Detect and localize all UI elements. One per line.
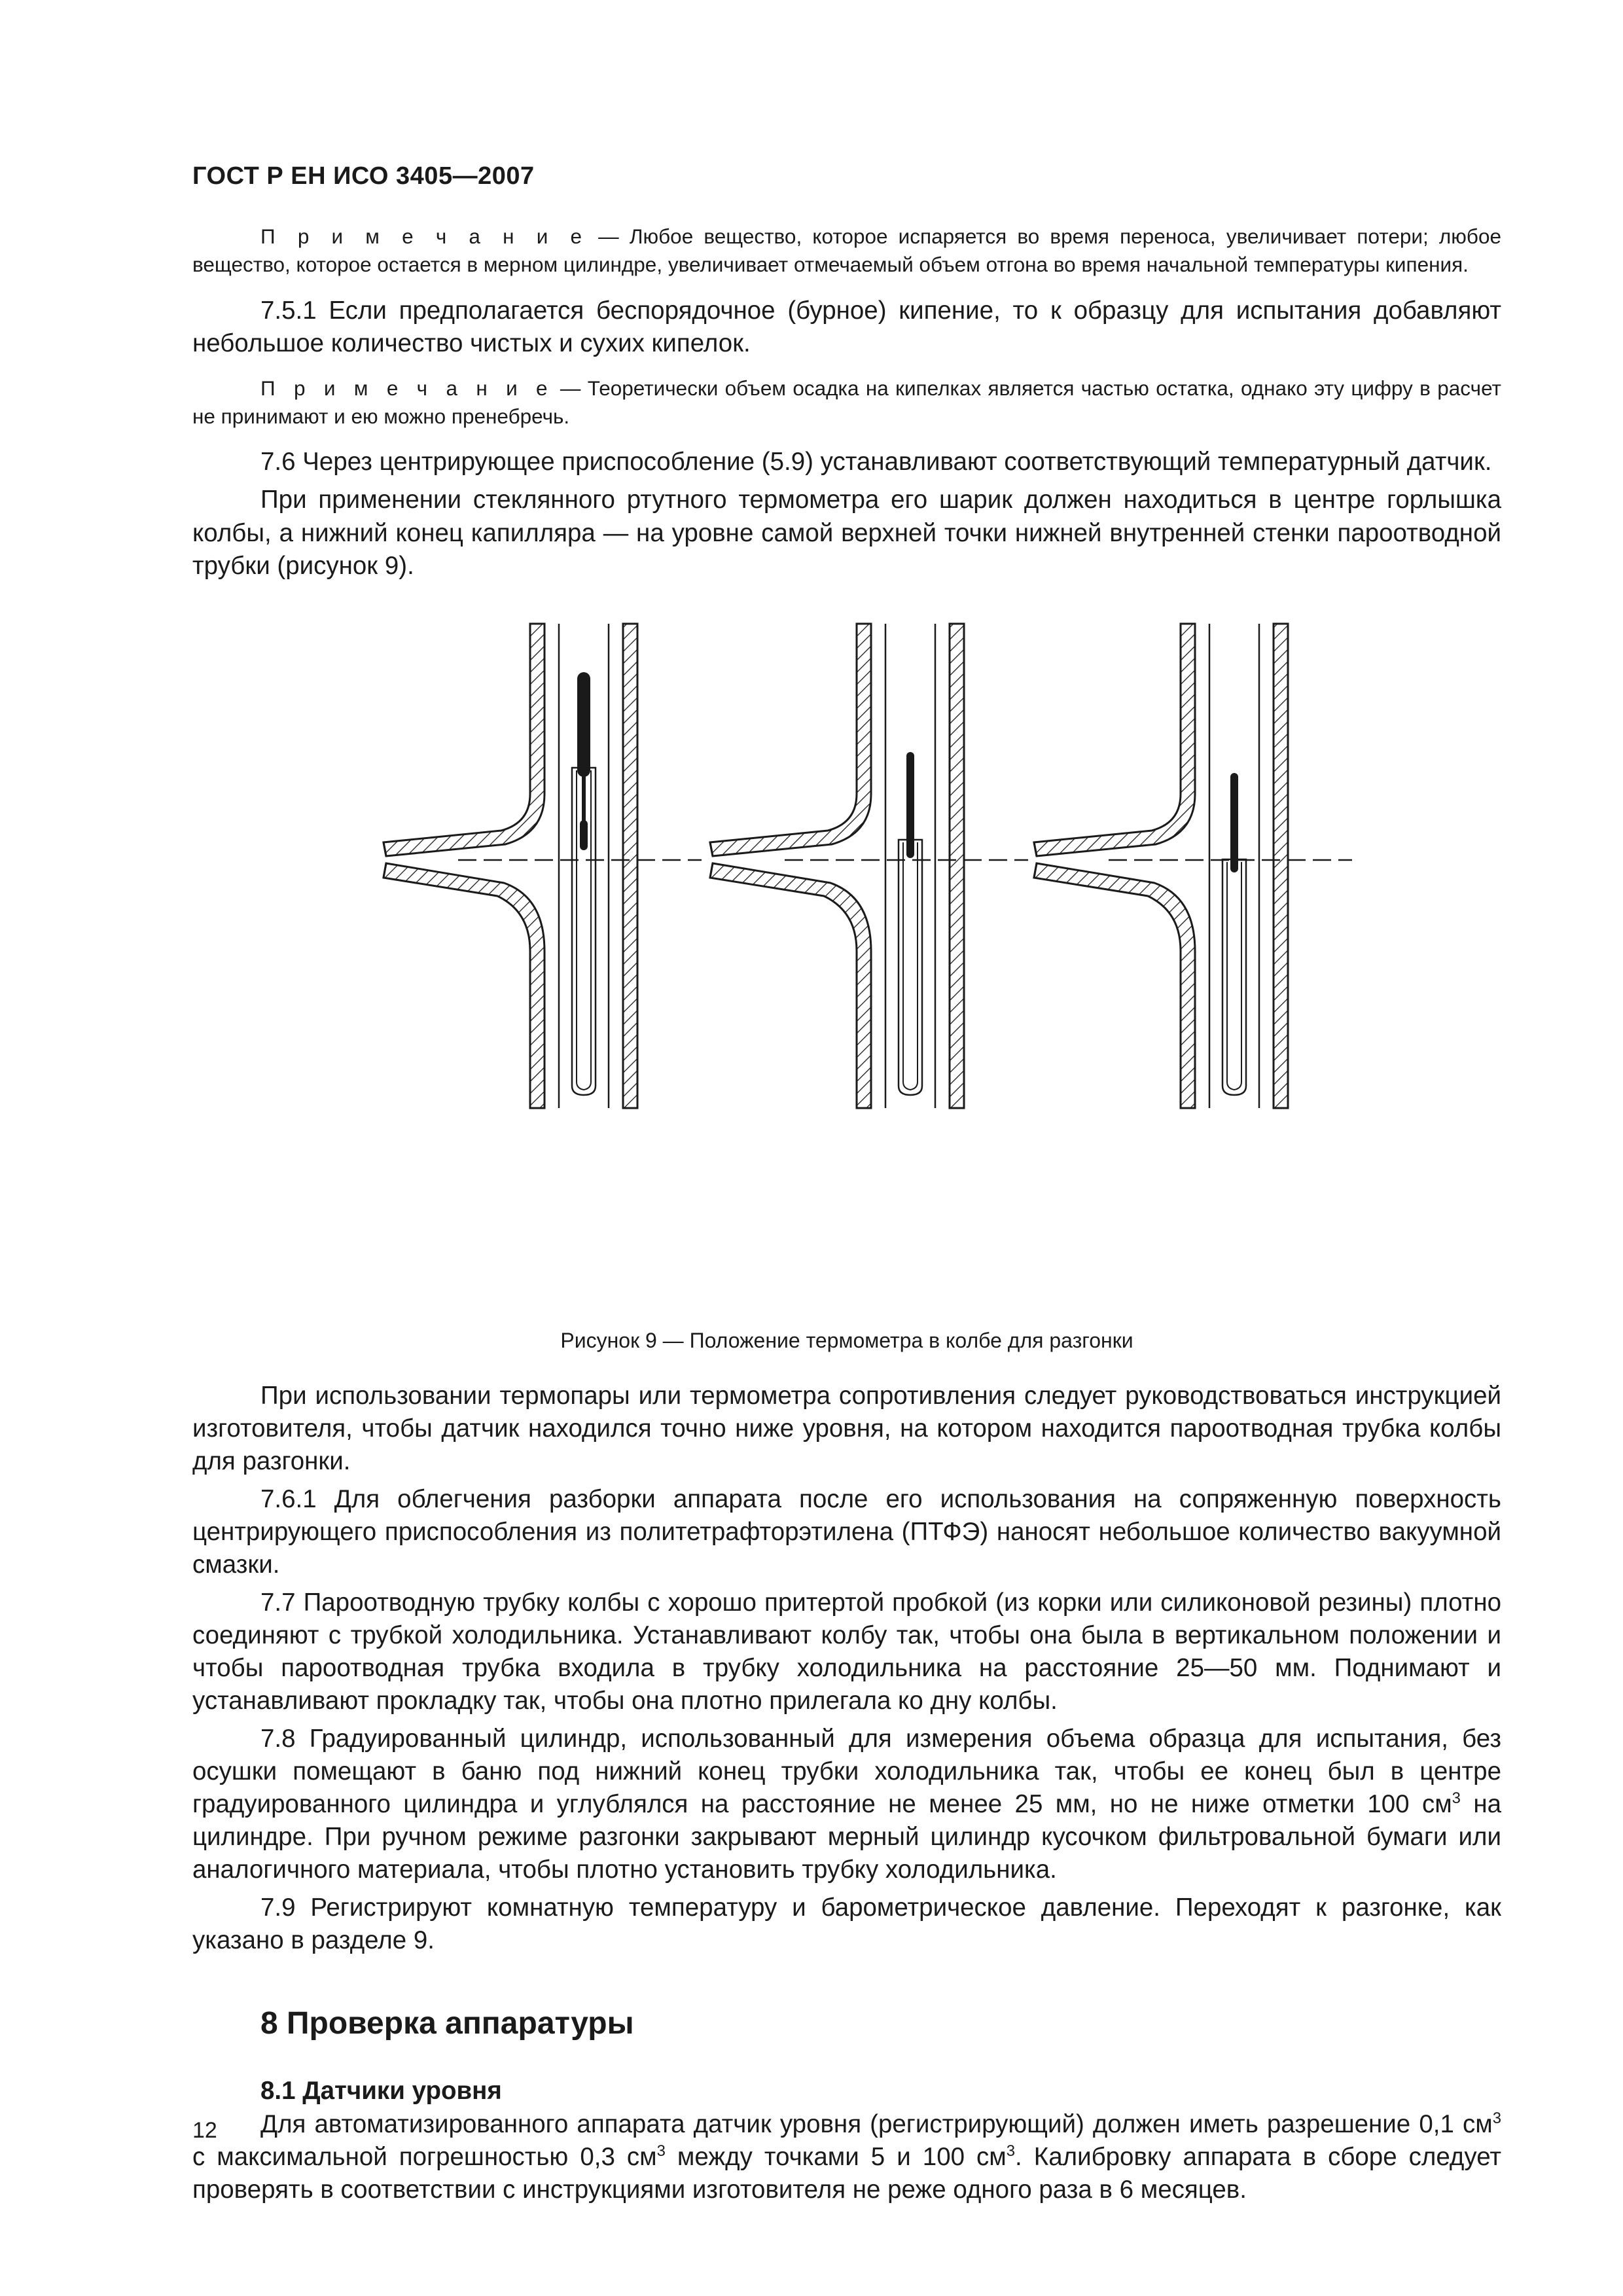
paragraph-7-6-1: 7.6.1 Для облегчения разборки аппарата после его использования на сопряженную поверхность центрирующего приспособления из политетрафторэтилена (ПТФЭ) наносят небольшое количество вакуумной смазки. [192, 1484, 1501, 1579]
section-8-title: 8 Проверка аппаратуры [260, 2006, 634, 2041]
paragraph-8-1 [192, 2108, 1501, 2206]
paragraph-7-8-part-1: 7.8 Градуированный цилиндр, использованный для измерения объема образца для испытания, без осушки помещают в баню под нижний конец трубки холодильника так, чтобы ее конец был в центре градуированного цилиндра и углублялся на расстояние не менее 25 мм, но не ниже отметки 100 см [192, 1725, 1501, 1819]
flask-neck-thermometer-too-high [383, 624, 702, 1108]
flask-neck-thermometer-too-low [1034, 624, 1352, 1108]
subsection-8-1-title: 8.1 Датчики уровня [260, 2077, 502, 2106]
thermometer-bulb [577, 672, 590, 777]
paragraph-8-1-part-b: с максимальной погрешностью 0,3 см [192, 2143, 657, 2172]
superscript: 3 [656, 2142, 666, 2161]
flask-neck-thermometer-correct [710, 624, 1028, 1108]
paragraph-8-1-part-c: между точками 5 и 100 см [665, 2143, 1007, 2172]
standard-code-header: ГОСТ Р ЕН ИСО 3405—2007 [192, 162, 535, 190]
page-content [192, 223, 1501, 2207]
paragraph-7-5-1: 7.5.1 Если предполагается беспорядочное (бурное) кипение, то к образцу для испытания добавляют небольшое количество чистых и сухих кипелок. [192, 296, 1501, 357]
paragraph-7-6: 7.6 Через центрирующее приспособление (5.9) устанавливают соответствующий температурный датчик. [260, 448, 1492, 476]
paragraph-7-7: 7.7 Пароотводную трубку колбы с хорошо притертой пробкой (из корки или силиконовой резины) плотно соединяют с трубкой холодильника. Устанавливают колбу так, чтобы она была в вертикальном положении и чтобы пароотводная трубка входила в трубку холодильника на расстояние 25—50 мм. Поднимают и устанавливают прокладку так, чтобы она плотно прилегала ко дну колбы. [192, 1588, 1501, 1715]
thermometer-bulb [1230, 773, 1238, 872]
note-1-text: — Любое вещество, которое испаряется во время переноса, увеличивает потери; любое вещество, которое остается в мерном цилиндре, увеличивает отмечаемый объем отгона во время начальной температуры кипения. [192, 224, 1501, 276]
paragraph-8-1-part-a: Для автоматизированного аппарата датчик уровня (регистрирующий) должен иметь разрешение 0,1 см [260, 2110, 1493, 2139]
paragraph-after-figure: При использовании термопары или термометра сопротивления следует руководствоваться инструкцией изготовителя, чтобы датчик находился точно ниже уровня, на котором находится пароотводная трубка колбы для разгонки. [192, 1381, 1501, 1475]
superscript: 3 [1006, 2142, 1016, 2161]
paragraph-7-9: 7.9 Регистрируют комнатную температуру и барометрическое давление. Переходят к разгонке, как указано в разделе 9. [192, 1893, 1501, 1955]
figure-caption: Рисунок 9 — Положение термометра в колбе для разгонки [560, 1328, 1133, 1352]
note-2-text: — Теоретически объем осадка на кипелках является частью остатка, однако эту цифру в расчет не принимают и ею можно пренебречь. [192, 376, 1501, 428]
paragraph-7-8-part-2: на цилиндре. При ручном режиме разгонки закрывают мерный цилиндр кусочком фильтровальной бумаги или аналогичного материала, чтобы плотно установить трубку холодильника. [192, 1790, 1501, 1884]
paragraph-8-1-part-d: . Калибровку аппарата в сборе следует проверять в соответствии с инструкциями изготовителя не реже одного раза в 6 месяцев. [192, 2143, 1501, 2204]
superscript: 3 [1492, 2109, 1501, 2128]
note-label: П р и м е ч а н и е [260, 224, 588, 248]
note-2 [192, 374, 1501, 431]
note-1 [192, 223, 1501, 279]
superscript: 3 [1452, 1789, 1461, 1808]
paragraph-7-6-thermometer: При применении стеклянного ртутного термометра его шарик должен находиться в центре горлышка колбы, а нижний конец капилляра — на уровне самой верхней точки нижней внутренней стенки пароотводной трубки (рисунок 9). [192, 486, 1501, 580]
page-number: 12 [192, 2118, 217, 2143]
paragraph-7-8 [192, 1723, 1501, 1886]
thermometer-position-diagram [192, 614, 1501, 1321]
thermometer-bulb [906, 752, 914, 858]
figure-9 [192, 614, 1501, 1380]
note-label: П р и м е ч а н и е [260, 376, 554, 400]
